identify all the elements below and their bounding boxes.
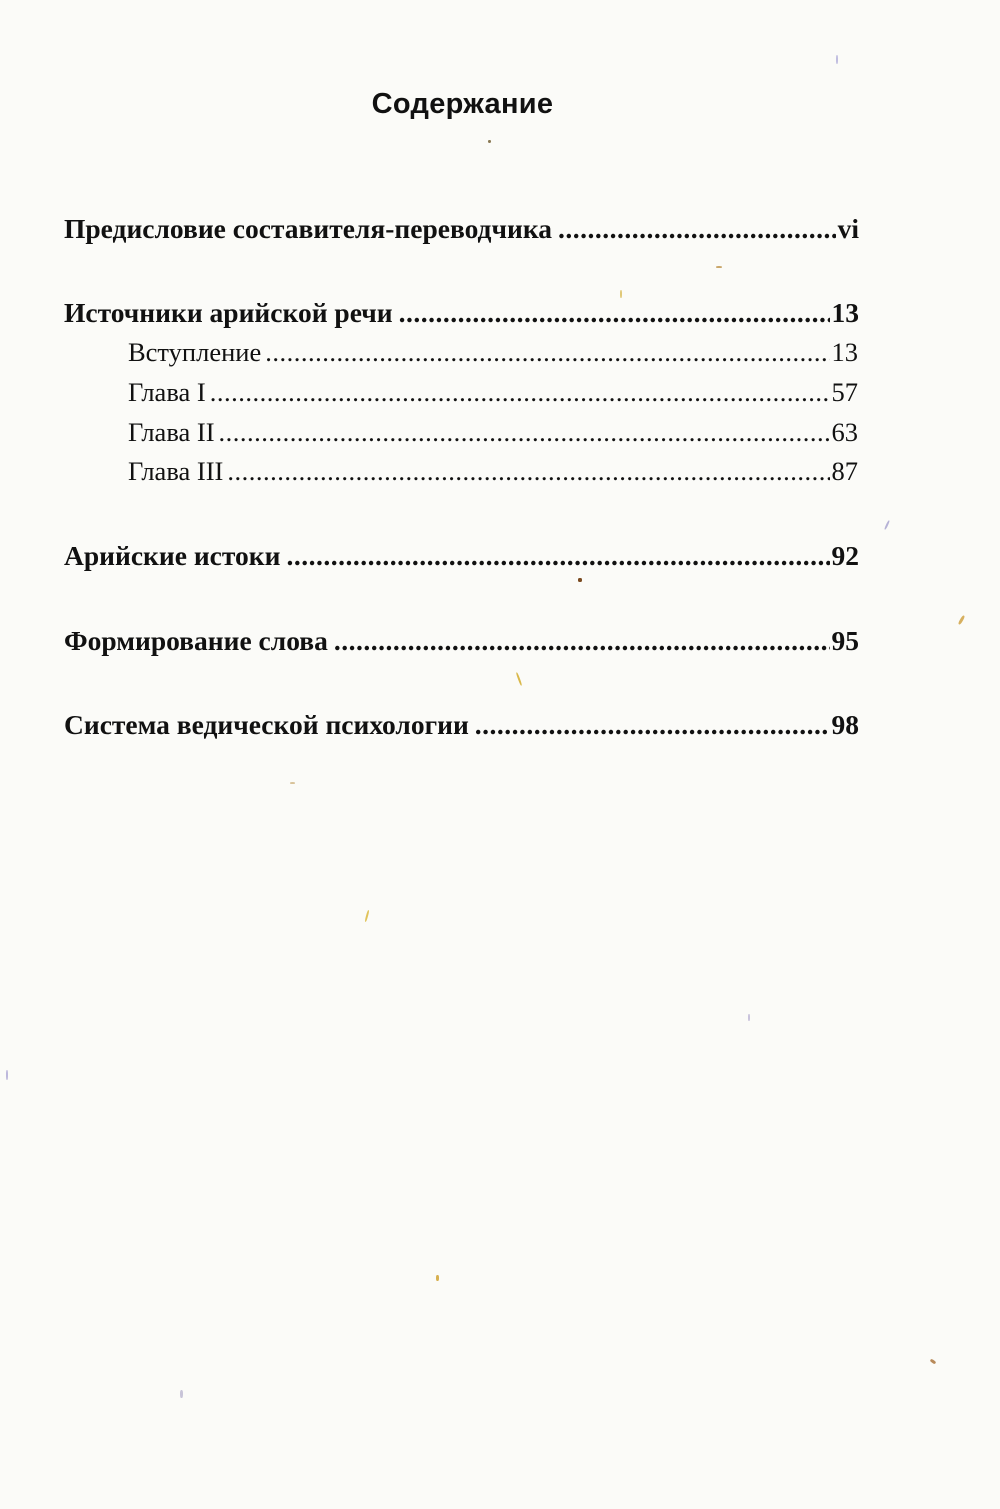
toc-subentry-page: 57 [831, 377, 858, 407]
paper-speck [620, 290, 622, 298]
toc-leader-dots [475, 709, 830, 741]
paper-speck [180, 1390, 183, 1398]
toc-subentry-title: Глава III [128, 456, 224, 486]
toc-subentry [128, 456, 858, 487]
toc-leader-dots [334, 625, 830, 657]
toc-subentry [128, 417, 858, 448]
paper-speck [958, 615, 966, 625]
toc-subentry-title: Глава II [128, 417, 215, 447]
toc-subentry-title: Глава I [128, 377, 206, 407]
toc-subentry-page: 13 [831, 337, 858, 367]
paper-speck [436, 1275, 439, 1281]
toc-subentry-page: 87 [831, 456, 858, 486]
paper-speck [716, 266, 722, 268]
toc-entry [64, 709, 859, 741]
toc-leader-dots [227, 456, 829, 487]
page-title: Содержание [371, 88, 554, 120]
toc-leader-dots [558, 213, 836, 245]
toc-entry-page: 98 [831, 709, 859, 740]
toc-leader-dots [265, 337, 829, 368]
toc-entry-title: Арийские истоки [64, 540, 281, 571]
paper-speck [364, 910, 369, 922]
toc-entry-title: Формирование слова [64, 625, 328, 656]
paper-speck [748, 1014, 750, 1021]
toc-leader-dots [286, 540, 829, 572]
paper-speck [884, 520, 890, 530]
paper-speck [488, 140, 491, 143]
toc-subentry-title: Вступление [128, 337, 262, 367]
toc-entry [64, 625, 859, 657]
paper-speck [290, 782, 295, 784]
toc-entry-title: Источники арийской речи [64, 297, 393, 328]
toc-leader-dots [219, 417, 830, 448]
paper-speck [836, 55, 838, 64]
toc-subentry [128, 337, 858, 368]
toc-entry-page: 13 [831, 297, 859, 328]
paper-speck [930, 1359, 937, 1365]
toc-entry-title: Система ведической психологии [64, 709, 469, 740]
toc-entry-page: 95 [831, 625, 859, 656]
paper-speck [6, 1070, 8, 1080]
toc-entry [64, 213, 859, 245]
paper-speck [516, 672, 523, 686]
toc-leader-dots [399, 297, 830, 329]
toc-subentry-page: 63 [831, 417, 858, 447]
toc-leader-dots [210, 377, 830, 408]
toc-entry [64, 297, 859, 329]
toc-entry-title: Предисловие составителя-переводчика [64, 213, 553, 244]
toc-entry-page: vi [837, 213, 859, 244]
toc-entry [64, 540, 859, 572]
toc-subentry [128, 377, 858, 408]
paper-speck [578, 578, 582, 582]
toc-entry-page: 92 [831, 540, 859, 571]
